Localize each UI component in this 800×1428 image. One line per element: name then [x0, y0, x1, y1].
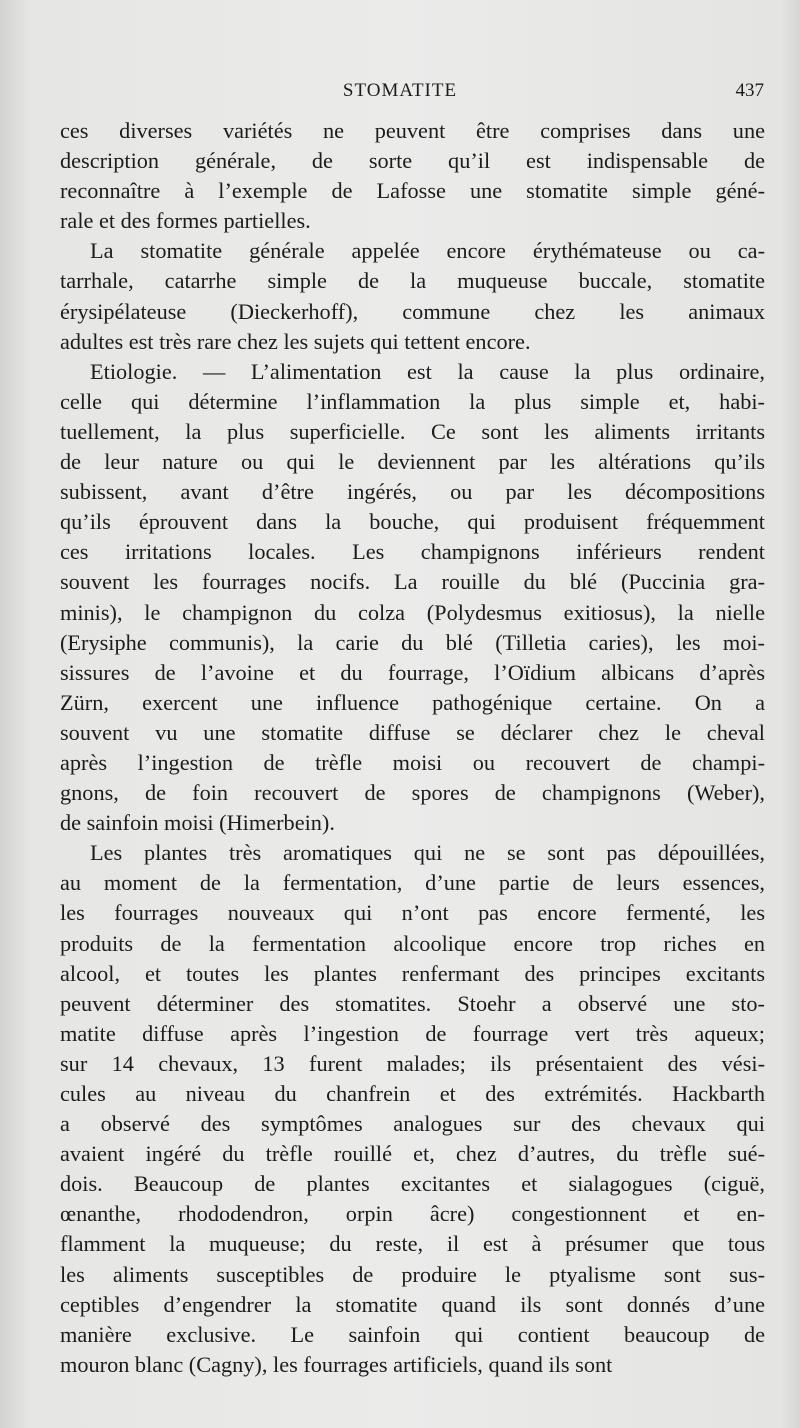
text-line: celle qui détermine l’inflammation la plus simple et, habi- [60, 388, 765, 414]
text-line: rale et des formes partielles. [60, 208, 311, 234]
body-text [60, 116, 765, 1380]
text-line: souvent les fourrages nocifs. La rouille du blé (Puccinia gra- [60, 569, 765, 595]
text-line: adultes est très rare chez les sujets qui tettent encore. [60, 328, 531, 354]
text-line: reconnaître à l’exemple de Lafosse une stomatite simple géné- [60, 178, 765, 204]
running-title: STOMATITE [342, 80, 458, 101]
text-line: (Erysiphe communis), la carie du blé (Tilletia caries), les moi- [60, 629, 765, 655]
page-number: 437 [735, 80, 764, 101]
text-line: matite diffuse après l’ingestion de fourrage vert très aqueux; [60, 1020, 765, 1046]
text-line: qu’ils éprouvent dans la bouche, qui produisent fréquemment [60, 509, 765, 535]
text-line: tarrhale, catarrhe simple de la muqueuse buccale, stomatite [60, 268, 765, 294]
text-line: sissures de l’avoine et du fourrage, l’Oïdium albicans d’après [60, 659, 765, 685]
text-line: œnanthe, rhododendron, orpin âcre) congestionnent et en- [60, 1201, 765, 1227]
text-line: manière exclusive. Le sainfoin qui contient beaucoup de [60, 1321, 765, 1347]
text-line: après l’ingestion de trèfle moisi ou recouvert de champi- [60, 749, 765, 775]
text-line: minis), le champignon du colza (Polydesmus exitiosus), la nielle [60, 599, 765, 625]
text-line: gnons, de foin recouvert de spores de champignons (Weber), [60, 780, 765, 806]
text-line: les fourrages nouveaux qui n’ont pas encore fermenté, les [60, 900, 765, 926]
text-line: de sainfoin moisi (Himerbein). [60, 810, 335, 836]
text-line: peuvent déterminer des stomatites. Stoehr a observé une sto- [60, 990, 765, 1016]
text-line: tuellement, la plus superficielle. Ce sont les aliments irritants [60, 418, 765, 444]
text-line: Zürn, exercent une influence pathogénique certaine. On a [60, 689, 765, 715]
running-head [0, 80, 800, 106]
text-line: sur 14 chevaux, 13 furent malades; ils présentaient des vési- [60, 1050, 765, 1076]
text-line: Les plantes très aromatiques qui ne se sont pas dépouillées, [90, 840, 765, 866]
text-line: Etiologie. — L’alimentation est la cause la plus ordinaire, [90, 358, 765, 384]
text-line: les aliments susceptibles de produire le ptyalisme sont sus- [60, 1261, 765, 1287]
text-line: alcool, et toutes les plantes renfermant des principes excitants [60, 960, 765, 986]
text-line: ces diverses variétés ne peuvent être comprises dans une [60, 118, 765, 143]
text-line: La stomatite générale appelée encore érythémateuse ou ca- [90, 238, 765, 264]
text-line: ces irritations locales. Les champignons inférieurs rendent [60, 539, 765, 565]
text-line: de leur nature ou qui le deviennent par les altérations qu’ils [60, 449, 765, 475]
text-line: avaient ingéré du trèfle rouillé et, chez d’autres, du trèfle sué- [60, 1141, 765, 1167]
text-line: ceptibles d’engendrer la stomatite quand ils sont donnés d’une [60, 1291, 765, 1317]
text-line: mouron blanc (Cagny), les fourrages artificiels, quand ils sont [60, 1351, 613, 1377]
text-line: érysipélateuse (Dieckerhoff), commune chez les animaux [60, 298, 765, 324]
text-line: souvent vu une stomatite diffuse se déclarer chez le cheval [60, 719, 765, 745]
text-line: au moment de la fermentation, d’une partie de leurs essences, [60, 870, 765, 896]
text-line: dois. Beaucoup de plantes excitantes et sialagogues (ciguë, [60, 1171, 765, 1197]
text-line: flamment la muqueuse; du reste, il est à présumer que tous [60, 1231, 765, 1257]
text-line: cules au niveau du chanfrein et des extrémités. Hackbarth [60, 1081, 765, 1106]
text-line: a observé des symptômes analogues sur des chevaux qui [60, 1111, 765, 1137]
text-line: subissent, avant d’être ingérés, ou par les décompositions [60, 479, 765, 505]
text-line: produits de la fermentation alcoolique encore trop riches en [60, 930, 765, 956]
text-line: description générale, de sorte qu’il est indispensable de [60, 148, 765, 174]
